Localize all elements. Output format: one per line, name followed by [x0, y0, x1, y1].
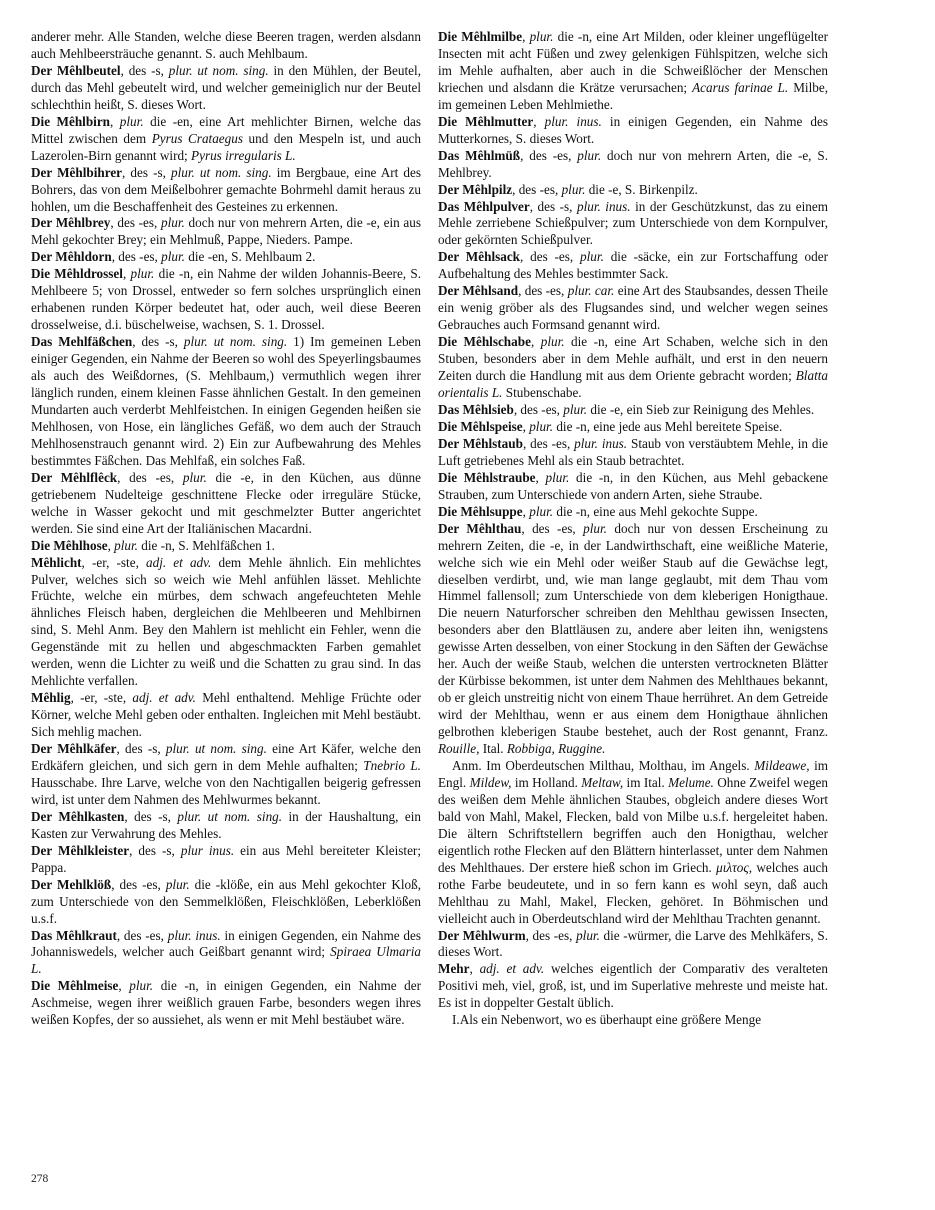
entry-mehldorn: Der Mêhldorn, des -es, plur. die -en, S. Mehlbaum 2. [31, 249, 316, 265]
entry-mehlfleck: Der Mêhlflêck, des -es, plur. die -e, in den Küchen, aus dünne getriebenem Nudelteige geschnittene Flecke oder irreguläre Stücke, welche in Wasser gekocht und mit geschmelzter Butter angerichtet werden. Sie sind eine Art der Italiänischen Macardni. [31, 469, 421, 536]
headword: Der Mêhlthau [438, 520, 522, 536]
headword: Das Mêhlsieb [438, 401, 514, 417]
headword: Der Mêhlpilz [438, 181, 513, 197]
headword: Die Mêhlstraube [438, 469, 536, 485]
entry-mehlhose: Die Mêhlhose, plur. die -n, S. Mehlfäßchen 1. [31, 537, 275, 553]
entry-mehlkleister: Der Mêhlkleister, des -s, plur inus. ein aus Mehl bereiteter Kleister; Pappa. [31, 842, 421, 875]
headword: Das Mehlfäßchen [31, 334, 133, 350]
entry-mehr-sense-1: I.Als ein Nebenwort, wo es überhaupt eine größere Menge [452, 1012, 762, 1028]
headword: Die Mêhlspeise [438, 418, 523, 434]
entry-mehlschabe: Die Mêhlschabe, plur. die -n, eine Art Schaben, welche sich in den Stuben, besonders aber in dem Mehle aufhält, und erst in den neuern Zeiten durch die Handlung mit aus dem Oriente gebracht worden; Blatta orientalis L. Stubenschabe. [438, 334, 829, 401]
headword: Der Mêhlkasten [31, 808, 125, 824]
headword: Der Mêhlsack [438, 249, 521, 265]
headword: Der Mêhlflêck [31, 469, 118, 485]
entry-mehlmuss: Das Mêhlmüß, des -es, plur. doch nur von mehrern Arten, die -e, S. Mehlbrey. [438, 147, 828, 180]
entry-mehlstaub: Der Mêhlstaub, des -es, plur. inus. Staub von verstäubtem Mehle, in die Luft getriebenes Mehl als ein Staub betrachtet. [438, 435, 828, 468]
headword: Das Mêhlmüß [438, 147, 521, 163]
note-mehlthau: Anm. Im Oberdeutschen Milthau, Molthau, im Angels. Mildeawe, im Engl. Mildew, im Holland. Meltaw, im Ital. Melume. Ohne Zweifel wegen des weißen dem Mehle ähnlichen Staubes, obgleich andere dieses Wort bald von Mahl, Makel, Flecken, bald von Milbe u.s.f. hergeleitet haben. Die ältern Schriftstellern begriffen auch den Honigthau, welcher eigentlich rothe Flecken auf den Blättern hinterlasset, unter dem Nahmen des Mehlthaues. Der erstere hieß schon im Griech. μιλτος, welches auch rothe Farbe beudeutete, und in so fern kann es wohl seyn, daß auch Mehlthau zu Mahl, Makel, Flecken, gehöret. In Böhmischen und vielleicht auch in Oberdeutschland wird der Mehlthau Trachten genannt. [438, 757, 828, 926]
headword: Die Mêhlsuppe [438, 503, 523, 519]
entry-mehlicht: Mêhlicht, -er, -ste, adj. et adv. dem Mehle ähnlich. Ein mehlichtes Pulver, welches sich so weich wie Mehl anfühlen lässet. Mehlichte Früchte, welche ein mürbes, dem schwach angefeuchteten Mehle ähnliches Fleisch haben, dergleichen die Mehlbeeren und Mehlbirnen sind, S. Mehl Anm. Bey den Mahlern ist mehlicht ein Fehler, wenn die Gegenstände mit zu hellen und abgeschmackten Farben gemahlet werden, wenn die Lichter zu weiß und die Schatten zu grau sind. In das Mehlichte verfallen. [31, 554, 421, 689]
entry-mehlbrey: Der Mêhlbrey, des -es, plur. doch nur von mehrern Arten, die -e, ein aus Mehl gekochter Brey; ein Mehlmuß, Pappe, Nieders. Pampe. [31, 215, 421, 248]
headword: Die Mêhlschabe [438, 334, 531, 350]
entry-mehlwurm: Der Mêhlwurm, des -es, plur. die -würmer, die Larve des Mehlkäfers, S. dieses Wort. [438, 927, 828, 960]
entry-mehlbeutel: Der Mêhlbeutel, des -s, plur. ut nom. sing. in den Mühlen, der Beutel, durch das Mehl gebeutelt wird, und welcher gemeiniglich nur der Beutel schlechthin heißt, S. dieses Wort. [31, 62, 421, 112]
entry-mehlsand: Der Mêhlsand, des -es, plur. car. eine Art des Staubsandes, dessen Theile ein wenig gröber als des Flugsandes sind, und welcher wegen seines Gebrauches auch Formsand genannt wird. [438, 283, 829, 333]
page-number: 278 [31, 1173, 49, 1185]
headword: Die Mêhldrossel [31, 266, 123, 282]
entry-mehlsieb: Das Mêhlsieb, des -es, plur. die -e, ein Sieb zur Reinigung des Mehles. [438, 401, 815, 417]
entry-mehlkaefer: Der Mêhlkäfer, des -s, plur. ut nom. sing. eine Art Käfer, welche den Erdkäfern gleichen, und sich gern in dem Mehle aufhalten; Tnebrio L. Hausschabe. Ihre Larve, welche von den Nachtigallen beigerig gefressen wird, ist unter dem Nahmen des Mehlwurmes bekannt. [31, 741, 421, 807]
headword: Der Mêhlwurm [438, 927, 526, 943]
entry-mehlsuppe: Die Mêhlsuppe, plur. die -n, eine aus Mehl gekochte Suppe. [438, 503, 758, 519]
entry-mehlsack: Der Mêhlsack, des -es, plur. die -säcke, ein zur Fortschaffung oder Aufbehaltung des Mehles bestimmter Sack. [438, 249, 828, 282]
headword: Mehr [438, 961, 470, 977]
headword: Die Mêhlmeise [31, 978, 119, 994]
headword: Der Mehlklöß [31, 876, 112, 892]
headword: Mêhlig [31, 690, 71, 706]
headword: Der Mêhlbeutel [31, 62, 121, 78]
entry-mehlkraut: Das Mêhlkraut, des -es, plur. inus. in einigen Gegenden, ein Nahme des Johanniswedels, welcher auch Geißbart genannt wird; Spiraea Ulmaria L. [31, 927, 421, 977]
left-column [31, 29, 421, 1029]
headword: Mêhlicht [31, 554, 82, 570]
entry-mehlthau: Der Mêhlthau, des -es, plur. doch nur von dessen Erscheinung zu mehrern Zeiten, die -e, in der Landwirthschaft, eine weißliche Materie, welche sich wie ein Mehl oder weißer Staub auf die Gewächse legt, dieselben verdirbt, und, wie man lange geglaubt, mit dem Thau vom Himmel fallensoll; zum Unterschiede von dem kleberigen Honigthaue. Die neuern Naturforscher schreiben den Mehlthau gewissen Insecten, besonders aber den Blattläusen zu, andere aber leiten ihn, wenigstens gewisse Arten desselben, von einer Stockung in den Säften der Gewächse her. Auch der weiße Staub, welchen die untersten vertrockneten Blätter der Kürbisse bekommen, ist unter dem Nahmen des Mehlthaues bekannt, ob er gleich unstreitig nicht von einem Thaue herrühret. An dem Getreide wird der Mehlthau, wenn er aus einem dem Honigthaue ähnlichen gelbrothen kleberigen Staube bestehet, auch der Rost genannt, Franz. Rouille, Ital. Robbiga, Ruggine. [438, 520, 828, 757]
headword: Der Mêhlkäfer [31, 741, 117, 757]
entry-mehlmilbe: Die Mêhlmilbe, plur. die -n, eine Art Milden, oder kleiner ungeflügelter Insecten mit acht Füßen und zwey gelenkigen Fühlspitzen, welche sich im Mehle aufhalten, aber auch in die Schweißlöcher der Menschen kriechen und alsdann die Krätze verursachen; Acarus farinae L. Milbe, im gemeinen Leben Mehlmiethe. [438, 29, 829, 112]
entry-mehlbihrer: Der Mêhlbihrer, des -s, plur. ut nom. sing. im Bergbaue, eine Art des Bohrers, das von dem Meißelbohrer gemachte Bohrmehl damit heraus zu hohlen, um die Beschaffenheit des Gesteines zu erkennen. [31, 164, 422, 214]
headword: Der Mêhlsand [438, 283, 519, 299]
headword: Die Mêhlmutter [438, 113, 534, 129]
headword: Das Mêhlkraut [31, 927, 117, 943]
headword: Der Mêhldorn [31, 249, 112, 265]
entry-mehlkasten: Der Mêhlkasten, des -s, plur. ut nom. sing. in der Haushaltung, ein Kasten zur Verwahrung des Mehles. [31, 808, 421, 841]
headword: Die Mêhlmilbe [438, 29, 523, 44]
headword: Das Mêhlpulver [438, 198, 530, 214]
entry-mehlbirn: Die Mêhlbirn, plur. die -en, eine Art mehlichter Birnen, welche das Mittel zwischen dem Pyrus Crataegus und den Mespeln ist, und auch Lazerolen-Birn genannt wird; Pyrus irregularis L. [31, 113, 422, 163]
entry-mehlpulver: Das Mêhlpulver, des -s, plur. inus. in der Geschützkunst, das zu einem Mehle zerriebene Schießpulver; zum Unterschiede von dem Kornpulver, oder gekörnten Schießpulver. [438, 198, 828, 248]
headword: Der Mêhlbrey [31, 215, 111, 231]
entry-mehldrossel: Die Mêhldrossel, plur. die -n, ein Nahme der wilden Johannis-Beere, S. Mehlbeere 5; von Drossel, entweder so fern solches ursprünglich einen erhabenen runden Körper bedeutet hat, oder auch, weil diese Beeren drosselweise, d.i. büschelweise, wachsen, S. 1. Drossel. [31, 266, 421, 333]
entry-mehlfaesschen: Das Mehlfäßchen, des -s, plur. ut nom. sing. 1) Im gemeinen Leben einiger Gegenden, ein Nahme der Beeren so wohl des Speyerlingsbaumes als auch des Weißdornes, (S. Mehlbaum,) vermuthlich wegen ihrer länglich runden, einem kleinen Fasse ähnlichen Gestalt. In den gemeinen Mundarten auch verderbt Mehlfeistchen. In einigen Gegenden heißen sie Mehlhosen, von Hose, ein längliches Gefäß, wo dem auch der Strauch Mehlhosenstrauch genannt wird. 2) Ein zur Aufbewahrung des Mehles bestimmtes Fäßchen. Das Mehlfaß, ein solches Faß. [31, 334, 421, 468]
entry-mehlkloss: Der Mehlklöß, des -es, plur. die -klöße, ein aus Mehl gekochter Kloß, zum Unterschiede von den Semmelklößen, Fleischklößen, Leberklößen u.s.f. [31, 876, 421, 926]
headword: Der Mêhlbihrer [31, 164, 123, 180]
entry-mehlig: Mêhlig, -er, -ste, adj. et adv. Mehl enthaltend. Mehlige Früchte oder Körner, welche Mehl geben oder enthalten. Ingleichen mit Mehl bestäubt. Sich mehlig machen. [31, 690, 421, 740]
headword: Der Mêhlkleister [31, 842, 130, 858]
entry-mehlmutter: Die Mêhlmutter, plur. inus. in einigen Gegenden, ein Nahme des Mutterkornes, S. dieses Wort. [438, 113, 828, 146]
entry-mehlstraube: Die Mêhlstraube, plur. die -n, in den Küchen, aus Mehl gebackene Strauben, zum Unterschiede von andern Arten, siehe Straube. [438, 469, 828, 502]
right-column [438, 29, 828, 1029]
entry-mehlpilz: Der Mêhlpilz, des -es, plur. die -e, S. Birkenpilz. [438, 181, 698, 197]
headword: Die Mêhlhose [31, 537, 108, 553]
headword: Die Mêhlbirn [31, 113, 111, 129]
headword: Der Mêhlstaub [438, 435, 523, 451]
entry-mehlmeise: Die Mêhlmeise, plur. die -n, in einigen Gegenden, ein Nahme der Aschmeise, wegen ihrer weißlich grauen Farbe, besonders wegen ihres weißen Kopfes, der so aussiehet, als wenn er mit Mehl bestäubet wäre. [31, 978, 421, 1028]
entry-mehlspeise: Die Mêhlspeise, plur. die -n, eine jede aus Mehl bereitete Speise. [438, 418, 783, 434]
continuation-text: anderer mehr. Alle Standen, welche diese Beeren tragen, werden alsdann auch Mehlbeersträuche genannt. S. auch Mehlbaum. [31, 29, 421, 61]
entry-mehr: Mehr, adj. et adv. welches eigentlich der Comparativ des veralteten Positivi meh, viel, groß, ist, und im Superlative mehreste und meiste hat. Es ist in doppelter Gestalt üblich. [438, 961, 828, 1011]
